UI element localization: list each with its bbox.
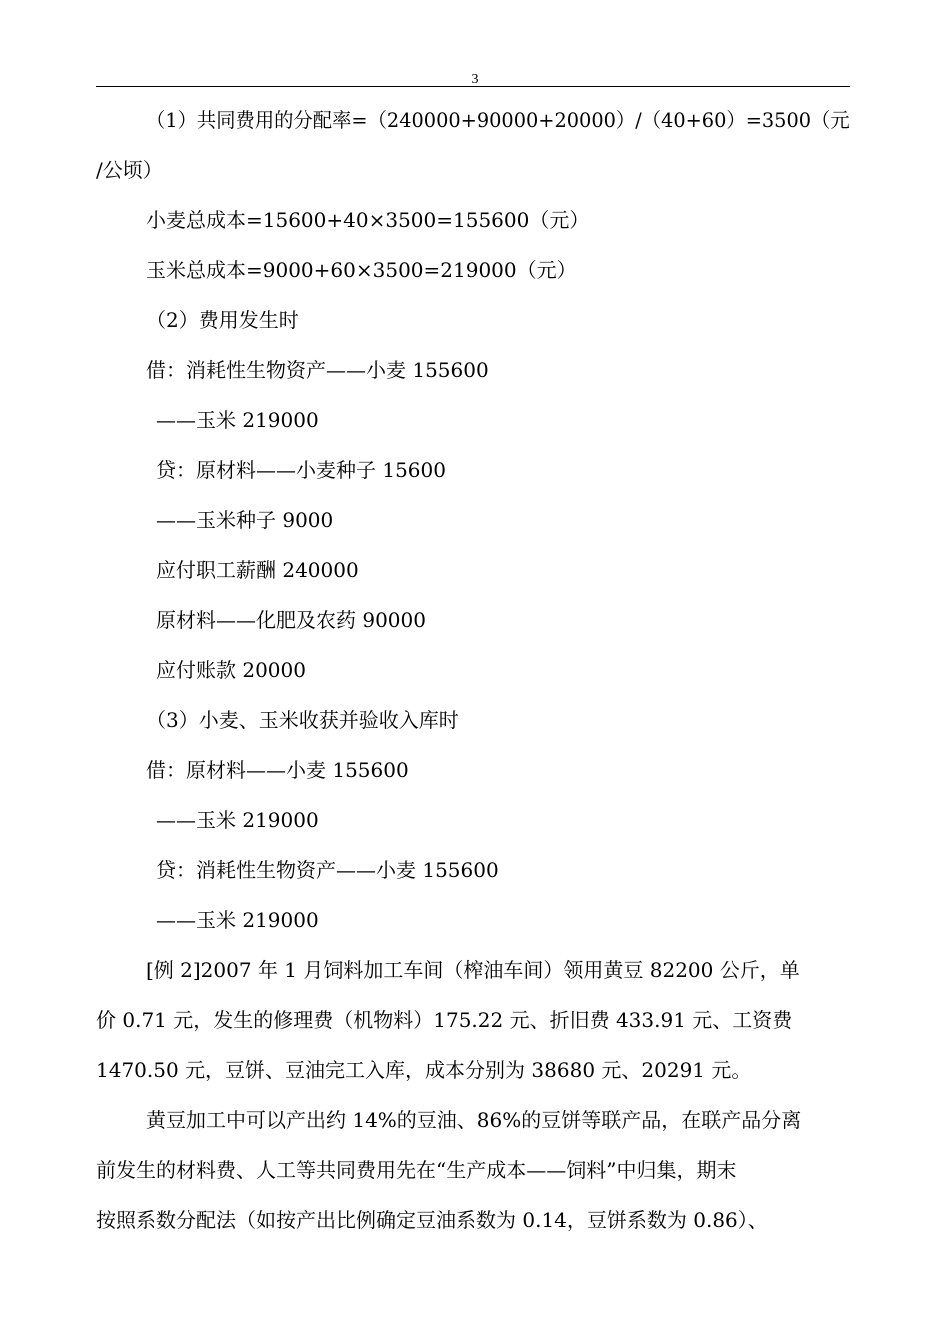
text-line: 原材料——化肥及农药 90000 xyxy=(156,608,426,632)
text-line: ——玉米 219000 xyxy=(156,408,319,432)
text-line: ——玉米种子 9000 xyxy=(156,508,334,532)
page-number: 3 xyxy=(471,72,479,87)
text-line: [例 2]2007 年 1 月饲料加工车间（榨油车间）领用黄豆 82200 公斤，单 xyxy=(146,958,800,982)
text-line: 前发生的材料费、人工等共同费用先在“生产成本——饲料”中归集，期末 xyxy=(96,1158,737,1182)
text-line: 应付职工薪酬 240000 xyxy=(156,558,359,582)
text-line: 借：消耗性生物资产——小麦 155600 xyxy=(146,358,489,382)
text-line: 应付账款 20000 xyxy=(156,658,306,682)
text-line: 按照系数分配法（如按产出比例确定豆油系数为 0.14，豆饼系数为 0.86）、 xyxy=(96,1208,768,1232)
text-line: 1470.50 元，豆饼、豆油完工入库，成本分别为 38680 元、20291 元。 xyxy=(96,1058,752,1082)
text-line: 玉米总成本=9000+60×3500=219000（元） xyxy=(146,258,577,282)
text-line: ——玉米 219000 xyxy=(156,808,319,832)
text-line: 黄豆加工中可以产出约 14%的豆油、86%的豆饼等联产品，在联产品分离 xyxy=(146,1108,802,1132)
text-line: /公顷） xyxy=(96,158,163,182)
text-line: 贷：消耗性生物资产——小麦 155600 xyxy=(156,858,499,882)
text-line: 价 0.71 元，发生的修理费（机物料）175.22 元、折旧费 433.91 元、工资费 xyxy=(96,1008,793,1032)
text-line: 小麦总成本=15600+40×3500=155600（元） xyxy=(146,208,590,232)
text-line: （1）共同费用的分配率=（240000+90000+20000）/（40+60）=3500（元 xyxy=(146,108,850,132)
header-rule xyxy=(96,86,850,87)
text-line: （2）费用发生时 xyxy=(146,308,299,332)
text-line: （3）小麦、玉米收获并验收入库时 xyxy=(146,708,459,732)
text-line: ——玉米 219000 xyxy=(156,908,319,932)
text-line: 贷：原材料——小麦种子 15600 xyxy=(156,458,446,482)
text-line: 借：原材料——小麦 155600 xyxy=(146,758,409,782)
